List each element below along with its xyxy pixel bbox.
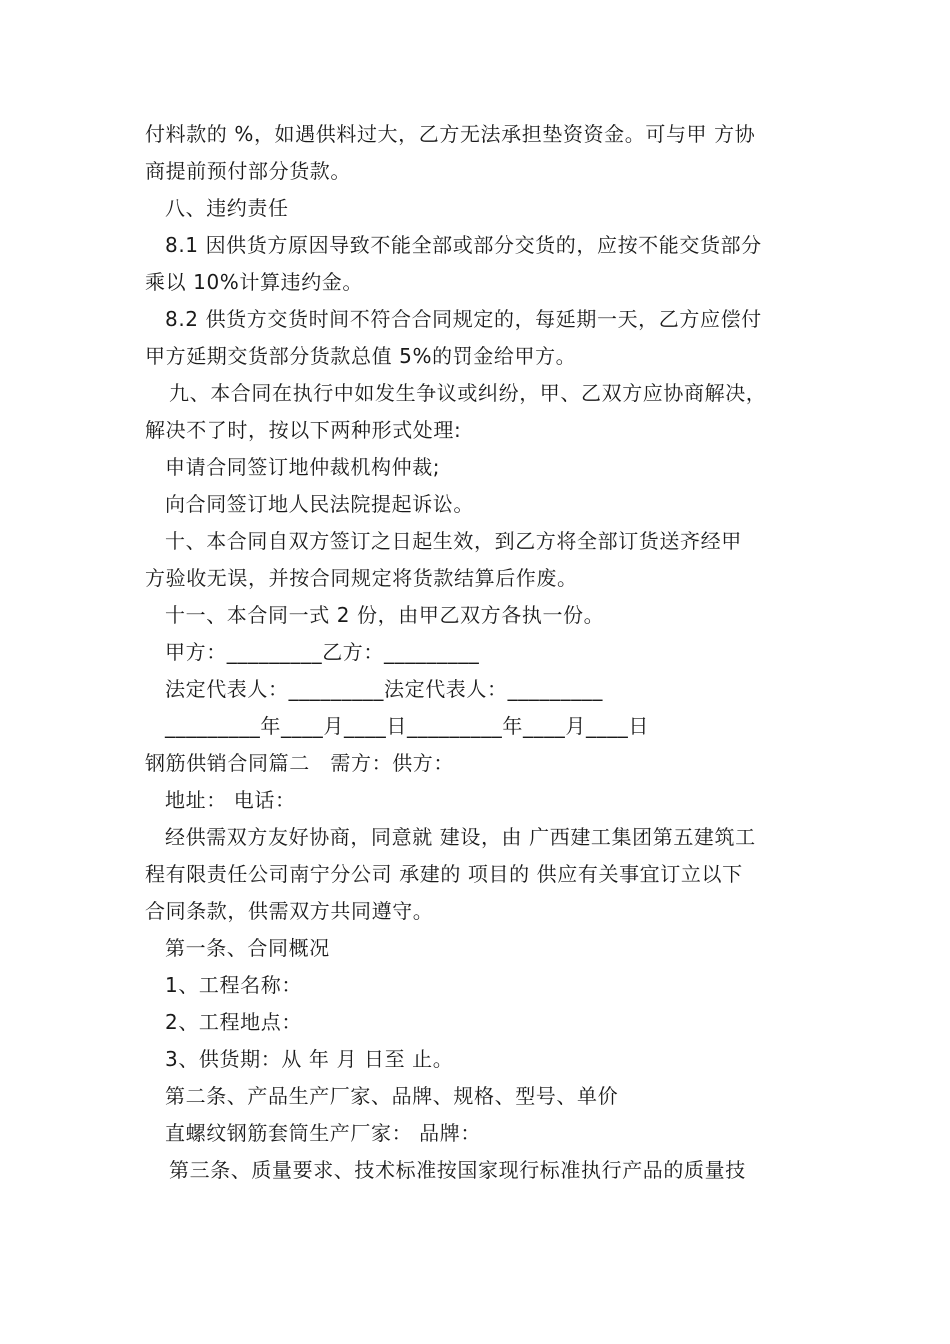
text-line: 1、工程名称： xyxy=(165,973,302,997)
text-line: 解决不了时，按以下两种形式处理: xyxy=(145,418,462,442)
text-line: 乘以 10%计算违约金。 xyxy=(145,270,364,294)
text-line: 合同条款，供需双方共同遵守。 xyxy=(145,899,434,923)
section-heading: 第二条、产品生产厂家、品牌、规格、型号、单价 xyxy=(165,1084,619,1108)
text-line: 商提前预付部分货款。 xyxy=(145,159,351,183)
text-line: 甲方延期交货部分货款总值 5%的罚金给甲方。 xyxy=(145,344,577,368)
section-heading: 第一条、合同概况 xyxy=(165,936,330,960)
text-line: 8.1 因供货方原因导致不能全部或部分交货的，应按不能交货部分 xyxy=(165,233,762,257)
text-line: 向合同签订地人民法院提起诉讼。 xyxy=(165,492,474,516)
document-body xyxy=(145,116,815,1189)
text-line: 付料款的 %，如遇供料过大，乙方无法承担垫资资金。可与甲 方协 xyxy=(145,122,756,146)
text-line: 程有限责任公司南宁分公司 承建的 项目的 供应有关事宜订立以下 xyxy=(145,862,743,886)
text-line: 十、本合同自双方签订之日起生效，到乙方将全部订货送齐经甲 xyxy=(165,529,742,553)
text-line: 8.2 供货方交货时间不符合合同规定的，每延期一天，乙方应偿付 xyxy=(165,307,762,331)
text-line: 申请合同签订地仲裁机构仲裁; xyxy=(165,455,441,479)
text-line: 方验收无误，并按合同规定将货款结算后作废。 xyxy=(145,566,578,590)
text-line: 直螺纹钢筋套筒生产厂家： 品牌： xyxy=(165,1121,481,1145)
section-heading: 第三条、质量要求、技术标准按国家现行标准执行产品的质量技 xyxy=(169,1158,746,1182)
section-heading: 钢筋供销合同篇二 需方：供方： xyxy=(145,751,454,775)
date-line: _________年____月____日_________年____月____日 xyxy=(165,714,649,738)
signature-line: 甲方：_________乙方：_________ xyxy=(165,640,480,664)
text-line: 地址： 电话： xyxy=(165,788,296,812)
text-line: 十一、本合同一式 2 份，由甲乙双方各执一份。 xyxy=(165,603,605,627)
signature-line: 法定代表人：_________法定代表人：_________ xyxy=(165,677,603,701)
text-line: 九、本合同在执行中如发生争议或纠纷，甲、乙双方应协商解决， xyxy=(169,381,767,405)
text-line: 2、工程地点： xyxy=(165,1010,302,1034)
section-heading: 八、违约责任 xyxy=(165,196,289,220)
text-line: 经供需双方友好协商，同意就 建设，由 广西建工集团第五建筑工 xyxy=(165,825,756,849)
text-line: 3、供货期：从 年 月 日至 止。 xyxy=(165,1047,454,1071)
